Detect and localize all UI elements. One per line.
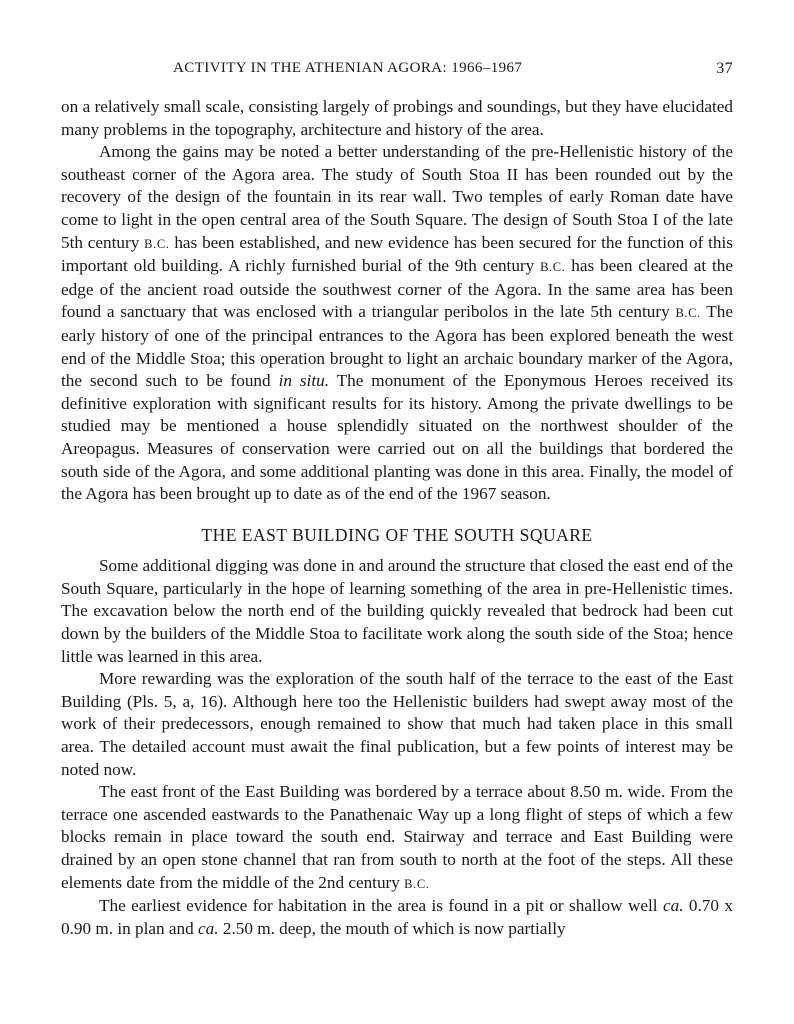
paragraph-1-text: on a relatively small scale, consisting largely of probings and soundings, but they have elucidated many problems in the topography, architecture and history of the area.	[61, 97, 733, 139]
paragraph-3-text: Some additional digging was done in and around the structure that closed the east end of the South Square, particularly in the hope of learning something of the area in pre-Hellenistic times. The excavation below the north end of the building quickly revealed that bedrock had been cut down by the builders of the Middle Stoa to facilitate work along the south side of the Stoa; hence little was learned in this area.	[61, 556, 733, 666]
paragraph-6-text-b: 0.70 x 0.90 m. in plan and	[61, 896, 734, 938]
running-head-title: ACTIVITY IN THE ATHENIAN AGORA: 1966–1967	[173, 60, 523, 76]
bc-abbrev: B.C.	[144, 236, 170, 251]
body-text	[61, 96, 733, 940]
bc-abbrev: B.C.	[404, 876, 430, 891]
paragraph-2-text-b: has been established, and new evidence has been secured for the function of this important old building. A richly furnished burial of the 9th century	[61, 232, 733, 276]
paragraph-1	[61, 96, 733, 141]
italic-ca: ca.	[662, 896, 684, 916]
paragraph-2-text-a: Among the gains may be noted a better understanding of the pre-Hellenistic history of the southeast corner of the Agora area. The study of South Stoa II has been rounded out by the recovery of the design of the fountain in its rear wall. Two temples of early Roman date have come to light in the open central area of the South Square. The design of South Stoa I of the late 5th century	[61, 142, 733, 252]
paragraph-2	[61, 141, 733, 506]
page-number: 37	[716, 60, 733, 77]
paragraph-4	[61, 668, 733, 781]
italic-phrase: in situ.	[278, 371, 330, 391]
paragraph-6-text-a: The earliest evidence for habitation in the area is found in a pit or shallow well	[99, 896, 663, 916]
running-head	[61, 60, 733, 82]
paragraph-2-text-d: The early history of one of the principal entrances to the Agora has been explored beneath the west end of the Middle Stoa; this operation brought to light an archaic boundary marker of the Agora, the second such to be found	[61, 302, 733, 391]
paragraph-3	[61, 555, 733, 668]
bc-abbrev: B.C.	[675, 306, 701, 321]
paragraph-6-text-c: 2.50 m. deep, the mouth of which is now partially	[218, 918, 566, 938]
paragraph-4-text: More rewarding was the exploration of the south half of the terrace to the east of the East Building (Pls. 5, a, 16). Although here too the Hellenistic builders had swept away most of the work of their predecessors, enough remained to show that much had taken place in this small area. The detailed account must await the final publication, but a few points of interest may be noted now.	[61, 669, 733, 779]
paragraph-2-text-e: The monument of the Eponymous Heroes received its definitive exploration with significant results for its history. Among the private dwellings to be studied may be mentioned a house splendidly situated on the northwest shoulder of the Areopagus. Measures of conservation were carried out on all the buildings that bordered the south side of the Agora, and some additional planting was done in this area. Finally, the model of the Agora has been brought up to date as of the end of the 1967 season.	[61, 371, 734, 504]
paragraph-5-text: The east front of the East Building was bordered by a terrace about 8.50 m. wide. From the terrace one ascended eastwards to the Panathenaic Way up a long flight of steps of which a few blocks remain in place toward the south end. Stairway and terrace and East Building were drained by an open stone channel that ran from south to north at the foot of the steps. All these elements date from the middle of the 2nd century	[61, 782, 733, 892]
bc-abbrev: B.C.	[540, 260, 566, 275]
section-heading: THE EAST BUILDING OF THE SOUTH SQUARE	[201, 524, 593, 545]
italic-ca: ca.	[198, 918, 219, 938]
paragraph-5	[61, 781, 733, 895]
paragraph-2-text-c: has been cleared at the edge of the ancient road outside the southwest corner of the Agora. In the same area has been found a sanctuary that was enclosed with a triangular peribolos in the late 5th century	[61, 256, 733, 322]
paragraph-6	[61, 895, 733, 940]
